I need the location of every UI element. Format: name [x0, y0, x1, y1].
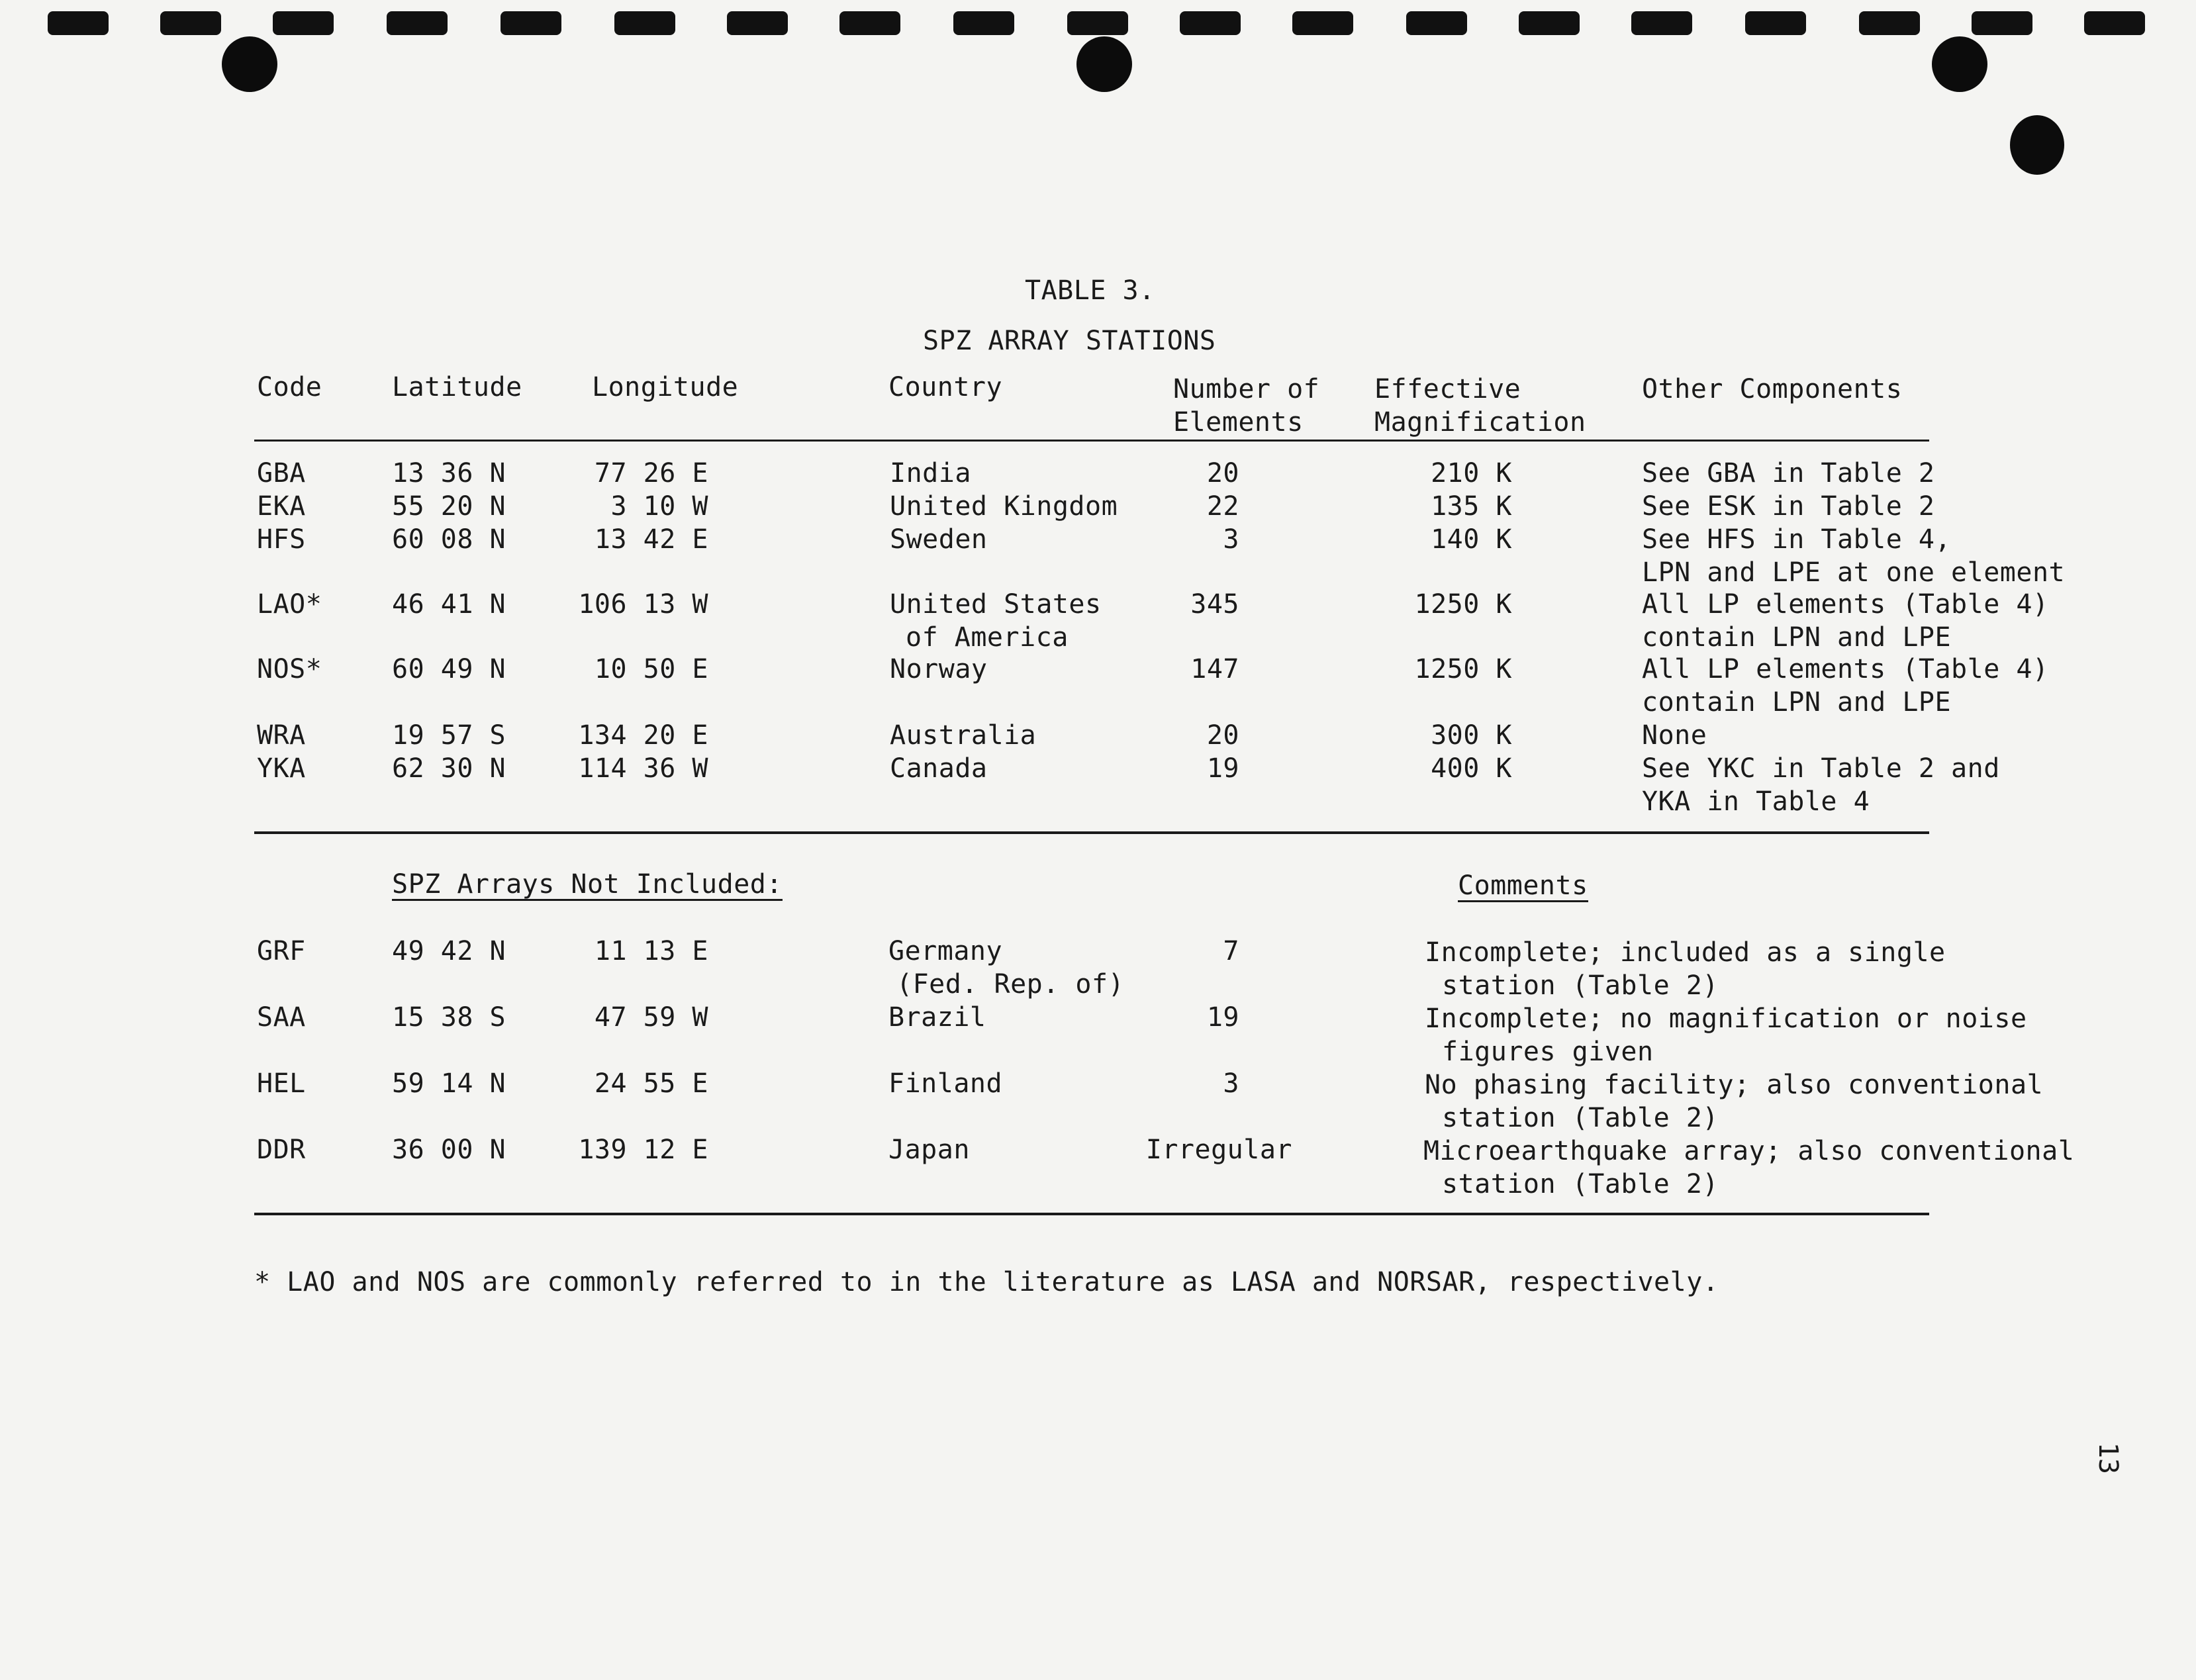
table-title: SPZ ARRAY STATIONS [923, 326, 1216, 356]
cell-other-continued: YKA in Table 4 [1642, 786, 1870, 817]
binder-mark [839, 11, 900, 35]
cell-comment: Microearthquake array; also conventional [1423, 1136, 2075, 1166]
cell-longitude: 47 59 W [594, 1002, 708, 1033]
cell-longitude: 10 50 E [594, 654, 708, 684]
cell-country: Australia [890, 720, 1037, 751]
cell-comment-continued: station (Table 2) [1442, 1103, 1719, 1133]
header-rule [254, 440, 1929, 442]
punch-hole [1076, 36, 1132, 92]
cell-country-continued: of America [906, 622, 1069, 653]
cell-code: DDR [257, 1135, 306, 1165]
cell-elements: 7 [1223, 936, 1239, 966]
cell-magnification: 140 K [1431, 524, 1512, 555]
cell-country: Japan [888, 1135, 970, 1165]
footnote: * LAO and NOS are commonly referred to in the literature as LASA and NORSAR, respectively. [254, 1267, 1719, 1297]
punch-hole [222, 36, 277, 92]
header-code: Code [257, 372, 322, 402]
cell-other: All LP elements (Table 4) [1642, 654, 2049, 684]
cell-code: HEL [257, 1068, 306, 1099]
cell-country: Sweden [890, 524, 988, 555]
binder-mark [1745, 11, 1806, 35]
cell-latitude: 46 41 N [392, 589, 506, 620]
cell-magnification: 1250 K [1414, 589, 1512, 620]
cell-code: YKA [257, 753, 306, 784]
cell-country: Canada [890, 753, 988, 784]
cell-comment: Incomplete; included as a single [1425, 937, 1946, 968]
binder-mark [1519, 11, 1580, 35]
cell-elements: 3 [1223, 524, 1239, 555]
cell-other: See HFS in Table 4, [1642, 524, 1952, 555]
binder-mark [1067, 11, 1128, 35]
binder-mark [273, 11, 334, 35]
binder-mark [727, 11, 788, 35]
cell-latitude: 49 42 N [392, 936, 506, 966]
page-number: 13 [2093, 1442, 2124, 1475]
cell-country: United Kingdom [890, 491, 1118, 522]
cell-other: All LP elements (Table 4) [1642, 589, 2049, 620]
cell-latitude: 19 57 S [392, 720, 506, 751]
cell-longitude: 114 36 W [578, 753, 708, 784]
binder-mark [387, 11, 448, 35]
cell-country: United States [890, 589, 1102, 620]
section-rule [254, 831, 1929, 834]
cell-country: Germany [888, 936, 1003, 966]
binder-mark [1180, 11, 1241, 35]
table-bottom-rule [254, 1213, 1929, 1215]
cell-elements: 19 [1206, 1002, 1239, 1033]
cell-latitude: 13 36 N [392, 458, 506, 489]
header-latitude: Latitude [392, 372, 522, 402]
cell-code: GBA [257, 458, 306, 489]
binder-mark [48, 11, 109, 35]
cell-country: Finland [888, 1068, 1003, 1099]
cell-elements: 19 [1206, 753, 1239, 784]
binder-mark [1406, 11, 1467, 35]
cell-magnification: 1250 K [1414, 654, 1512, 684]
cell-elements: 22 [1206, 491, 1239, 522]
punch-hole [2010, 115, 2064, 175]
binder-mark [1292, 11, 1353, 35]
header-magnification: Effective [1374, 374, 1521, 404]
cell-country: India [890, 458, 971, 489]
cell-longitude: 24 55 E [594, 1068, 708, 1099]
cell-country: Norway [890, 654, 988, 684]
cell-elements: 3 [1223, 1068, 1239, 1099]
cell-elements: Irregular [1145, 1135, 1292, 1165]
cell-other: See YKC in Table 2 and [1642, 753, 2000, 784]
cell-magnification: 135 K [1431, 491, 1512, 522]
header-magnification-2: Magnification [1374, 407, 1586, 438]
cell-country-continued: (Fed. Rep. of) [896, 969, 1125, 1000]
cell-code: HFS [257, 524, 306, 555]
binder-mark [501, 11, 561, 35]
cell-other: See GBA in Table 2 [1642, 458, 1935, 489]
cell-comment-continued: station (Table 2) [1442, 1169, 1719, 1199]
binder-mark [2084, 11, 2145, 35]
cell-latitude: 15 38 S [392, 1002, 506, 1033]
cell-elements: 345 [1190, 589, 1239, 620]
cell-elements: 147 [1190, 654, 1239, 684]
cell-comment: No phasing facility; also conventional [1425, 1070, 2044, 1100]
cell-magnification: 300 K [1431, 720, 1512, 751]
cell-magnification: 400 K [1431, 753, 1512, 784]
binder-mark [1631, 11, 1692, 35]
cell-latitude: 60 49 N [392, 654, 506, 684]
comments-heading: Comments [1458, 870, 1588, 901]
cell-latitude: 36 00 N [392, 1135, 506, 1165]
cell-code: NOS* [257, 654, 322, 684]
table-label: TABLE 3. [1025, 275, 1155, 306]
cell-longitude: 11 13 E [594, 936, 708, 966]
header-longitude: Longitude [592, 372, 739, 402]
header-elements-2: Elements [1173, 407, 1304, 438]
cell-other-continued: LPN and LPE at one element [1642, 557, 2066, 588]
cell-code: WRA [257, 720, 306, 751]
cell-elements: 20 [1206, 458, 1239, 489]
cell-longitude: 3 10 W [610, 491, 708, 522]
cell-comment-continued: figures given [1442, 1037, 1654, 1067]
cell-latitude: 55 20 N [392, 491, 506, 522]
cell-longitude: 134 20 E [578, 720, 708, 751]
binder-mark [1859, 11, 1920, 35]
cell-code: SAA [257, 1002, 306, 1033]
cell-country: Brazil [888, 1002, 986, 1033]
cell-other: See ESK in Table 2 [1642, 491, 1935, 522]
cell-latitude: 60 08 N [392, 524, 506, 555]
cell-magnification: 210 K [1431, 458, 1512, 489]
binder-mark [160, 11, 221, 35]
cell-latitude: 59 14 N [392, 1068, 506, 1099]
cell-comment-continued: station (Table 2) [1442, 970, 1719, 1001]
binder-mark [953, 11, 1014, 35]
header-other-components: Other Components [1642, 374, 1903, 404]
cell-comment: Incomplete; no magnification or noise [1425, 1003, 2027, 1034]
cell-code: GRF [257, 936, 306, 966]
header-elements: Number of [1173, 374, 1320, 404]
binder-mark [1972, 11, 2032, 35]
not-included-heading: SPZ Arrays Not Included: [392, 869, 783, 900]
cell-other: None [1642, 720, 1707, 751]
binder-mark [614, 11, 675, 35]
cell-other-continued: contain LPN and LPE [1642, 687, 1952, 718]
cell-code: EKA [257, 491, 306, 522]
cell-longitude: 139 12 E [578, 1135, 708, 1165]
cell-other-continued: contain LPN and LPE [1642, 622, 1952, 653]
cell-longitude: 77 26 E [594, 458, 708, 489]
cell-code: LAO* [257, 589, 322, 620]
cell-longitude: 13 42 E [594, 524, 708, 555]
cell-elements: 20 [1206, 720, 1239, 751]
header-country: Country [888, 372, 1003, 402]
cell-longitude: 106 13 W [578, 589, 708, 620]
punch-hole [1932, 36, 1987, 92]
cell-latitude: 62 30 N [392, 753, 506, 784]
